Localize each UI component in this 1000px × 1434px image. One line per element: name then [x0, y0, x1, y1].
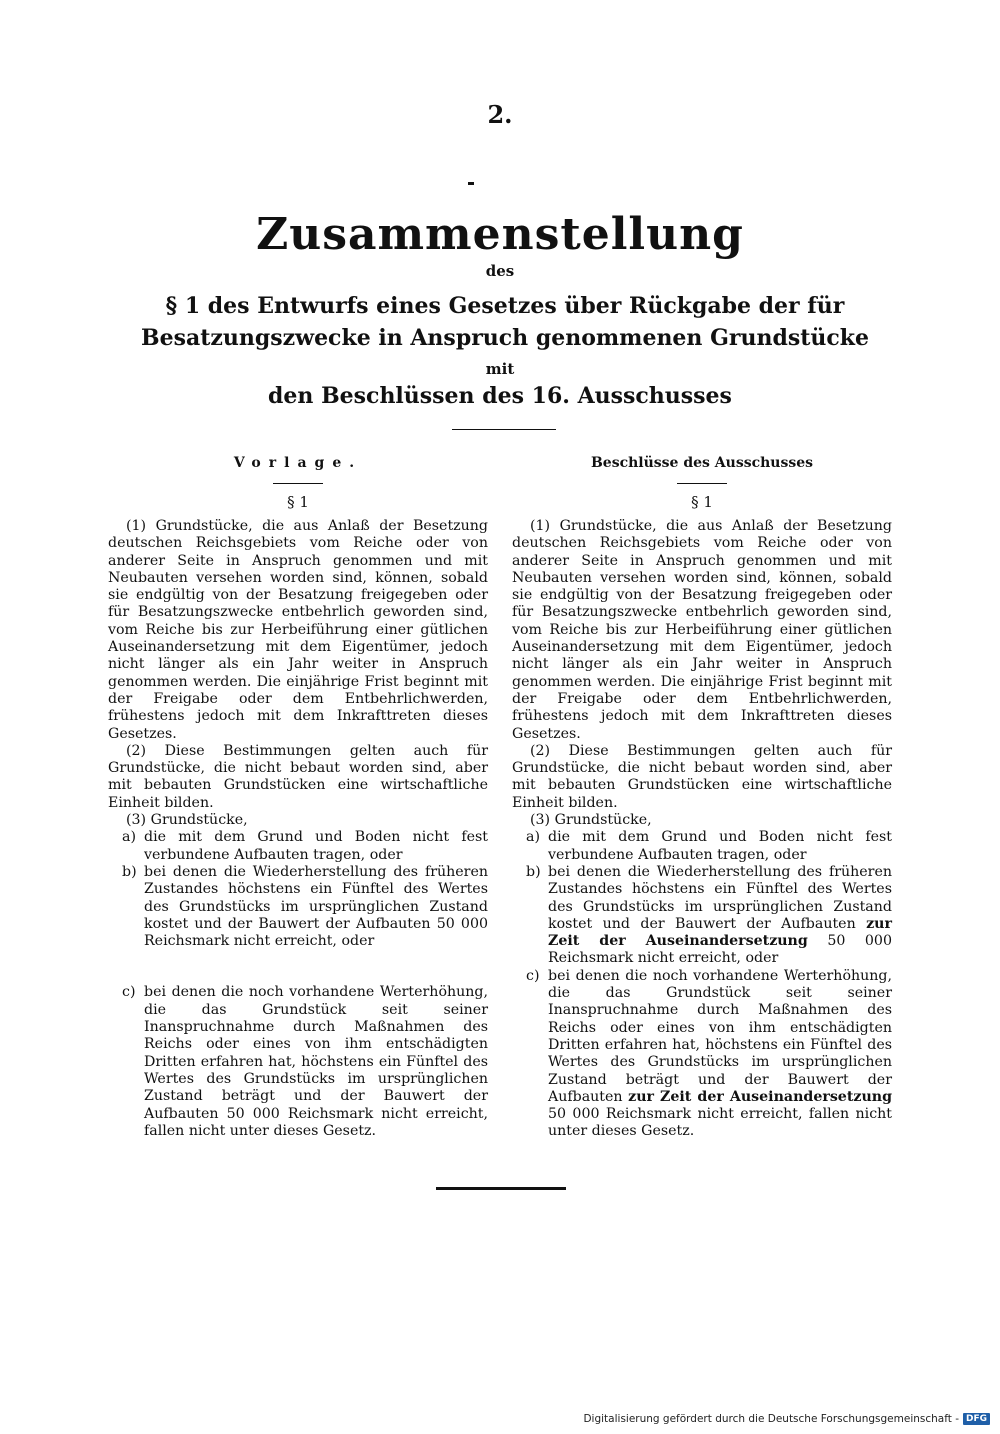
left-heading: Vorlage.: [233, 455, 363, 471]
left-column: [108, 455, 488, 1140]
left-item-b: [108, 864, 488, 950]
right-item-b-emphasis: zur Zeit der Auseinandersetzung: [548, 915, 892, 950]
left-paragraph-2: (2) Diese Bestimmungen gelten auch für Grundstücke, die nicht bebaut worden sind, aber mit bebauten Grundstücken eine wirtschaftliche Einheit bilden.: [108, 742, 488, 811]
left-item-a: [108, 829, 488, 864]
right-item-c-emphasis: zur Zeit der Auseinandersetzung: [628, 1088, 892, 1105]
dash-mark: [468, 182, 474, 185]
left-item-b-label: b): [122, 863, 137, 880]
right-paragraph-2: (2) Diese Bestimmungen gelten auch für Grundstücke, die nicht bebaut worden sind, aber mit bebauten Grundstücken eine wirtschaftliche Einheit bilden.: [512, 742, 892, 811]
title-rule: [452, 429, 556, 430]
right-column: [512, 455, 892, 1141]
left-section-sign: § 1: [287, 493, 309, 511]
right-item-c-body: [548, 968, 892, 1141]
right-section-sign: § 1: [691, 493, 713, 511]
right-item-c: [512, 968, 892, 1141]
word-mit: mit: [485, 360, 515, 378]
left-item-c: [108, 984, 488, 1140]
left-item-a-label: a): [122, 829, 136, 846]
right-item-b-text-1: bei denen die Wiederherstellung des früheren Zustandes höchstens ein Fünftel des Wertes des Grundstücks im ursprünglichen Zustand kostet und der Bauwert der Aufbauten: [548, 863, 892, 932]
left-item-c-text: bei denen die noch vorhandene Werterhöhung, die das Grundstück seit seiner Inanspruchnahme durch Maßnahmen des Reichs oder eines von ihm entschädigten Dritten erfahren hat, höchstens ein Fünftel des Wertes des Grundstücks im ursprünglichen Zustand beträgt und der Bauwert der Aufbauten 50 000 Reichsmark nicht erreicht, fallen nicht unter dieses Gesetz.: [144, 984, 488, 1139]
left-item-a-text: die mit dem Grund und Boden nicht fest verbundene Aufbauten tragen, oder: [144, 829, 488, 863]
subtitle-2: den Beschlüssen des 16. Ausschusses: [268, 383, 732, 409]
right-item-b-label: b): [526, 863, 541, 880]
right-item-c-text-1: bei denen die noch vorhandene Werterhöhung, die das Grundstück seit seiner Inanspruchnahme durch Maßnahmen des Reichs oder eines von ihm entschädigten Dritten erfahren hat, höchstens ein Fünftel des Wertes des Grundstücks im ursprünglichen Zustand beträgt und der Bauwert der Aufbauten: [548, 967, 892, 1105]
word-des: des: [485, 262, 515, 280]
left-paragraph-1: (1) Grundstücke, die aus Anlaß der Besetzung deutschen Reichsgebiets vom Reiche oder von anderer Seite in Anspruch genommen und mit Neubauten versehen worden sind, können, sobald sie endgültig von der Besatzung freigegeben oder für Besatzungszwecke entbehrlich geworden sind, vom Reiche bis zur Herbeiführung einer gütlichen Auseinandersetzung mit dem Eigentümer, jedoch nicht länger als ein Jahr weiter in Anspruch genommen werden. Die einjährige Frist beginnt mit der Freigabe oder dem Entbehrlichwerden, frühestens jedoch mit dem Inkrafttreten dieses Gesetzes.: [108, 518, 488, 742]
main-title: Zusammenstellung: [256, 209, 744, 260]
right-item-b-body: [548, 864, 892, 968]
right-item-a: [512, 829, 892, 864]
right-paragraph-1: (1) Grundstücke, die aus Anlaß der Besetzung deutschen Reichsgebiets vom Reiche oder von anderer Seite in Anspruch genommen und mit Neubauten versehen worden sind, können, sobald sie endgültig von der Besatzung freigegeben oder für Besatzungszwecke entbehrlich geworden sind, vom Reiche bis zur Herbeiführung einer gütlichen Auseinandersetzung mit dem Eigentümer, jedoch nicht länger als ein Jahr weiter in Anspruch genommen werden. Die einjährige Frist beginnt mit der Freigabe oder dem Entbehrlichwerden, frühestens jedoch mit dem Inkrafttreten dieses Gesetzes.: [512, 518, 892, 742]
right-item-c-label: c): [526, 967, 540, 984]
footer: [583, 1413, 990, 1425]
right-item-c-text-2: 50 000 Reichsmark nicht erreicht, fallen nicht unter dieses Gesetz.: [548, 1106, 892, 1140]
right-item-b: [512, 864, 892, 968]
right-item-a-text: die mit dem Grund und Boden nicht fest verbundene Aufbauten tragen, oder: [548, 829, 892, 863]
left-heading-rule: [273, 483, 323, 484]
closing-rule: [436, 1187, 566, 1190]
left-paragraph-3: (3) Grundstücke,: [126, 812, 248, 829]
left-item-b-text: bei denen die Wiederherstellung des früheren Zustandes höchstens ein Fünftel des Wertes des Grundstücks im ursprünglichen Zustand kostet und der Bauwert der Aufbauten 50 000 Reichsmark nicht erreicht, oder: [144, 863, 488, 950]
footer-text: Digitalisierung gefördert durch die Deutsche Forschungsgemeinschaft -: [583, 1413, 959, 1425]
right-heading: Beschlüsse des Ausschusses: [590, 455, 814, 471]
right-paragraph-3: (3) Grundstücke,: [530, 812, 652, 829]
right-item-a-label: a): [526, 829, 540, 846]
subtitle: § 1 des Entwurfs eines Gesetzes über Rückgabe der für Besatzungszwecke in Anspruch genommenen Grundstücke: [140, 293, 870, 351]
left-item-c-label: c): [122, 984, 136, 1001]
right-heading-rule: [677, 483, 727, 484]
page-number: 2.: [487, 100, 513, 129]
right-item-b-text-2: 50 000 Reichsmark nicht erreicht, oder: [548, 933, 892, 967]
dfg-logo: DFG: [963, 1413, 990, 1425]
